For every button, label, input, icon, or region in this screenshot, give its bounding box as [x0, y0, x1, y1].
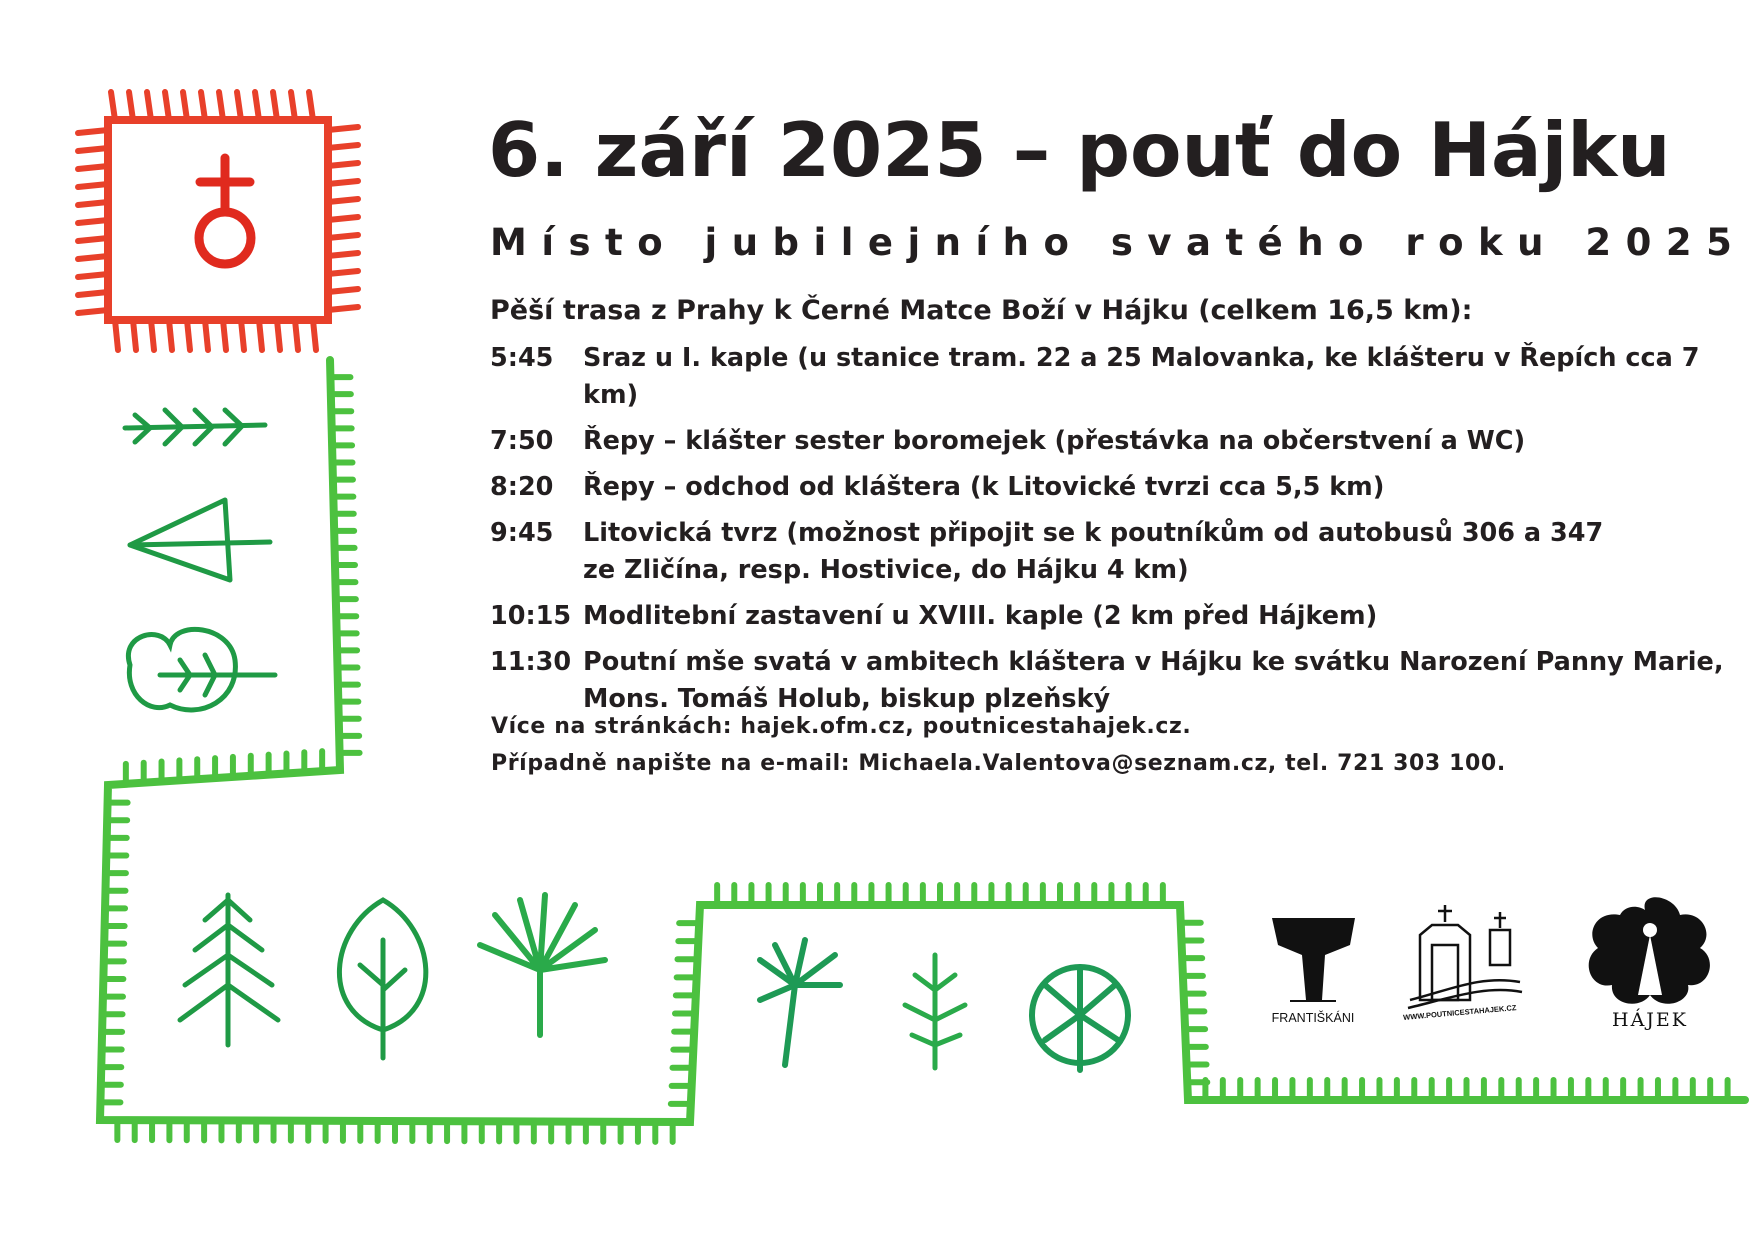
hajek-logo-text: HÁJEK: [1612, 1009, 1688, 1031]
stitch-tick: [328, 181, 358, 184]
stitch-tick: [313, 320, 316, 350]
stitch-tick: [291, 92, 295, 120]
stitch-tick: [78, 274, 108, 277]
schedule-time: 10:15: [490, 601, 572, 631]
stitch-tick: [78, 130, 108, 133]
poutni-cesta-logo-text: WWW.POUTNICESTAHAJEK.CZ: [1402, 1003, 1517, 1022]
schedule-list: [490, 340, 1750, 727]
round-leaf-icon: [128, 629, 275, 710]
schedule-text-continued: Mons. Tomáš Holub, biskup plzeňský: [583, 684, 1111, 714]
star-palm-icon: [760, 940, 840, 1065]
stitch-tick: [328, 253, 358, 256]
stitch-tick: [169, 320, 172, 350]
schedule-text: Litovická tvrz (možnost připojit se k poutníkům od autobusů 306 a 347: [583, 518, 1604, 548]
stitch-tick: [328, 127, 358, 130]
schedule-time: 11:30: [490, 647, 572, 677]
stitch-tick: [328, 199, 358, 202]
schedule-item: [490, 644, 1750, 718]
contact-text: Případně napište na e-mail: Michaela.Valentova@seznam.cz, tel. 721 303 100.: [491, 751, 1506, 776]
feather-branch-icon: [905, 955, 965, 1068]
fan-palm-icon: [480, 895, 605, 1035]
stitch-tick: [328, 163, 358, 166]
stitch-tick: [78, 202, 108, 205]
schedule-item: [490, 423, 1750, 460]
oval-leaf-icon: [339, 900, 425, 1058]
schedule-text: Řepy – klášter sester boromejek (přestávka na občerstvení a WC): [583, 426, 1526, 456]
stitch-tick: [328, 235, 358, 238]
franciscan-tau-logo: [1272, 918, 1355, 1002]
stitch-tick: [78, 310, 108, 313]
stitch-tick: [111, 92, 115, 120]
schedule-text: Poutní mše svatá v ambitech kláštera v Hájku ke svátku Narození Panny Marie,: [583, 647, 1724, 677]
stitch-tick: [147, 92, 151, 120]
stitch-tick: [328, 271, 358, 274]
stitch-tick: [78, 166, 108, 169]
stitch-tick: [237, 92, 241, 120]
hajek-madonna-logo: [1589, 897, 1710, 1004]
schedule-item: [490, 340, 1750, 414]
stitch-tick: [277, 320, 280, 350]
stitch-tick: [78, 292, 108, 295]
stitch-tick: [328, 289, 358, 292]
stitch-tick: [219, 92, 223, 120]
stitch-tick: [328, 145, 358, 148]
schedule-time: 7:50: [490, 426, 554, 456]
stitch-tick: [255, 92, 259, 120]
lobed-leaf-icon: [1032, 967, 1128, 1070]
stitch-tick: [241, 320, 244, 350]
stitch-tick: [129, 92, 133, 120]
schedule-text: Modlitební zastavení u XVIII. kaple (2 km před Hájkem): [583, 601, 1378, 631]
stitch-tick: [78, 184, 108, 187]
stitch-tick: [151, 320, 154, 350]
page-subtitle: Místo jubilejního svatého roku 2025: [490, 221, 1747, 264]
stitch-tick: [183, 92, 187, 120]
route-intro: Pěší trasa z Prahy k Černé Matce Boží v Hájku (celkem 16,5 km):: [490, 295, 1473, 326]
red-stitched-frame: [78, 92, 358, 350]
stitch-tick: [201, 92, 205, 120]
more-info-text: Více na stránkách: hajek.ofm.cz, poutnicestahajek.cz.: [491, 714, 1192, 739]
schedule-item: [490, 469, 1750, 506]
schedule-time: 9:45: [490, 518, 554, 548]
stitch-tick: [115, 320, 118, 350]
stitch-tick: [133, 320, 136, 350]
stitch-tick: [295, 320, 298, 350]
stitch-tick: [328, 217, 358, 220]
stitch-tick: [187, 320, 190, 350]
arrow-leaf-icon: [130, 500, 270, 580]
stitch-tick: [78, 256, 108, 259]
stitch-tick: [223, 320, 226, 350]
schedule-item: [490, 598, 1750, 635]
stitch-tick: [78, 238, 108, 241]
stitch-tick: [78, 220, 108, 223]
stitch-tick: [328, 307, 358, 310]
stitch-tick: [78, 148, 108, 151]
stitch-tick: [165, 92, 169, 120]
stitch-tick: [309, 92, 313, 120]
stitch-tick: [259, 320, 262, 350]
stitch-tick: [205, 320, 208, 350]
schedule-item: [490, 515, 1750, 589]
contact-info: [491, 708, 1506, 782]
schedule-text-continued: ze Zličína, resp. Hostivice, do Hájku 4 km): [583, 555, 1189, 585]
schedule-text: Řepy – odchod od kláštera (k Litovické tvrzi cca 5,5 km): [583, 472, 1385, 502]
schedule-text: Sraz u I. kaple (u stanice tram. 22 a 25 Malovanka, ke klášteru v Řepích cca 7 km): [583, 343, 1700, 410]
schedule-time: 5:45: [490, 343, 554, 373]
red-cross-ring-icon: [199, 158, 251, 264]
spruce-tree-icon: [180, 895, 278, 1045]
pilgrim-route-logo: [1408, 905, 1522, 1008]
stitch-tick: [273, 92, 277, 120]
frantiskani-logo-text: FRANTIŠKÁNI: [1271, 1011, 1355, 1025]
page-title: 6. září 2025 – pouť do Hájku: [488, 106, 1671, 194]
fir-branch-icon: [125, 410, 265, 444]
schedule-time: 8:20: [490, 472, 554, 502]
